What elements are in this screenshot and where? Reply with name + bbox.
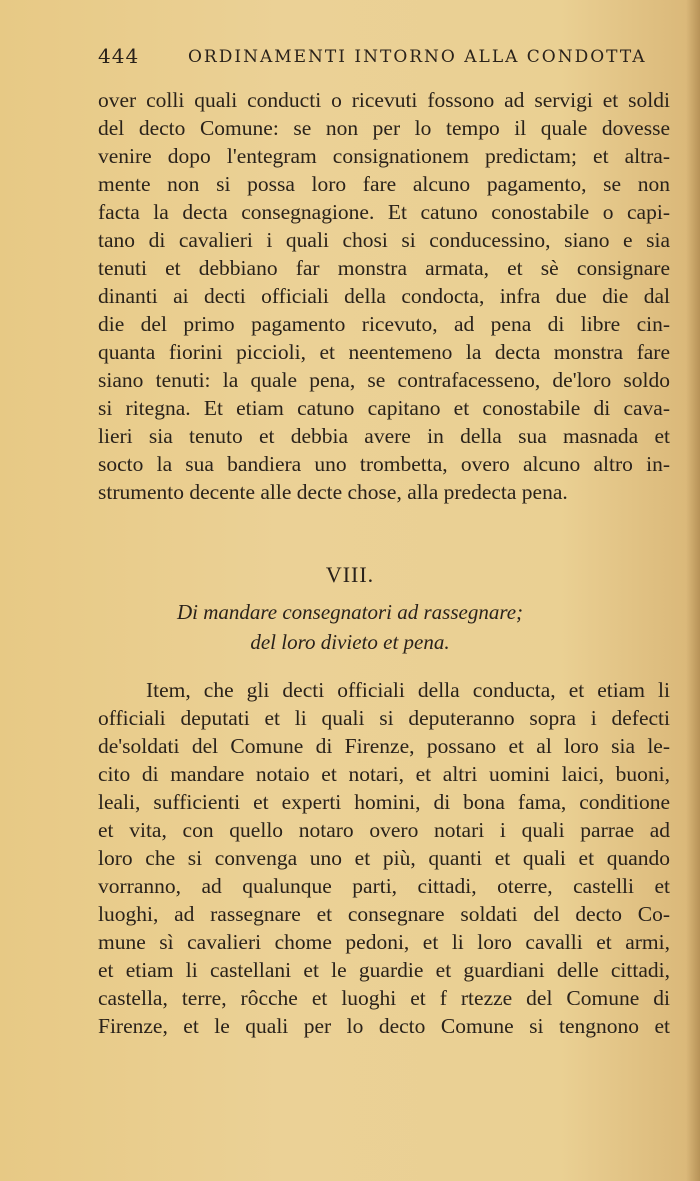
text-line: over colli quali conducti o ricevuti fossono ad servigi et soldi bbox=[98, 88, 670, 112]
text-line: tano di cavalieri i quali chosi si conducessino, siano e sia bbox=[98, 228, 670, 252]
section-number: VIII. bbox=[325, 562, 375, 587]
text-line: leali, sufficienti et experti homini, di bona fama, conditione bbox=[98, 790, 670, 814]
section-title-line: Di mandare consegnatori ad rassegnare; bbox=[176, 600, 524, 624]
text-line: vorranno, ad qualunque parti, cittadi, oterre, castelli et bbox=[98, 874, 670, 898]
text-line: Item, che gli decti officiali della conducta, et etiam li bbox=[146, 678, 670, 702]
text-line: lieri sia tenuto et debbia avere in della sua masnada et bbox=[98, 424, 670, 448]
text-line: tenuti et debbiano far monstra armata, et sè consignare bbox=[98, 256, 670, 280]
text-line: de'soldati del Comune di Firenze, possano et al loro sia le- bbox=[98, 734, 670, 758]
text-line: mune sì cavalieri chome pedoni, et li loro cavalli et armi, bbox=[98, 930, 670, 954]
page-edge-shadow bbox=[686, 0, 700, 1181]
text-line: cito di mandare notaio et notari, et altri uomini laici, buoni, bbox=[98, 762, 670, 786]
section-title-line: del loro divieto et pena. bbox=[250, 630, 450, 654]
text-line: del decto Comune: se non per lo tempo il quale dovesse bbox=[98, 116, 670, 140]
page-number: 444 bbox=[98, 44, 140, 68]
text-line: castella, terre, rôcche et luoghi et f rtezze del Comune di bbox=[98, 986, 670, 1010]
paragraph-continued bbox=[98, 86, 670, 506]
text-line: quanta fiorini piccioli, et neentemeno la decta monstra fare bbox=[98, 340, 670, 364]
text-line: facta la decta consegnagione. Et catuno conostabile o capi- bbox=[98, 200, 670, 224]
text-line: luoghi, ad rassegnare et consegnare soldati del decto Co- bbox=[98, 902, 670, 926]
text-line: si ritegna. Et etiam catuno capitano et conostabile di cava- bbox=[98, 396, 670, 420]
text-line: et vita, con quello notaro overo notari i quali parrae ad bbox=[98, 818, 670, 842]
text-line: strumento decente alle decte chose, alla predecta pena. bbox=[98, 480, 568, 504]
text-line: Firenze, et le quali per lo decto Comune si tengnono et bbox=[98, 1014, 670, 1038]
text-line: venire dopo l'entegram consignationem predictam; et altra- bbox=[98, 144, 670, 168]
text-line: mente non si possa loro fare alcuno pagamento, se non bbox=[98, 172, 670, 196]
text-line: et etiam li castellani et le guardie et guardiani delle cittadi, bbox=[98, 958, 670, 982]
text-line: officiali deputati et li quali si deputeranno sopra i defecti bbox=[98, 706, 670, 730]
running-title: ORDINAMENTI INTORNO ALLA CONDOTTA bbox=[188, 47, 647, 67]
text-line: die del primo pagamento ricevuto, ad pena di libre cin- bbox=[98, 312, 670, 336]
paragraph-section-viii bbox=[98, 676, 670, 1040]
text-line: socto la sua bandiera uno trombetta, overo alcuno altro in- bbox=[98, 452, 670, 476]
text-line: siano tenuti: la quale pena, se contrafacesseno, de'loro soldo bbox=[98, 368, 670, 392]
text-line: dinanti ai decti officiali della condocta, infra due die dal bbox=[98, 284, 670, 308]
text-line: loro che si convenga uno et più, quanti et quali et quando bbox=[98, 846, 670, 870]
